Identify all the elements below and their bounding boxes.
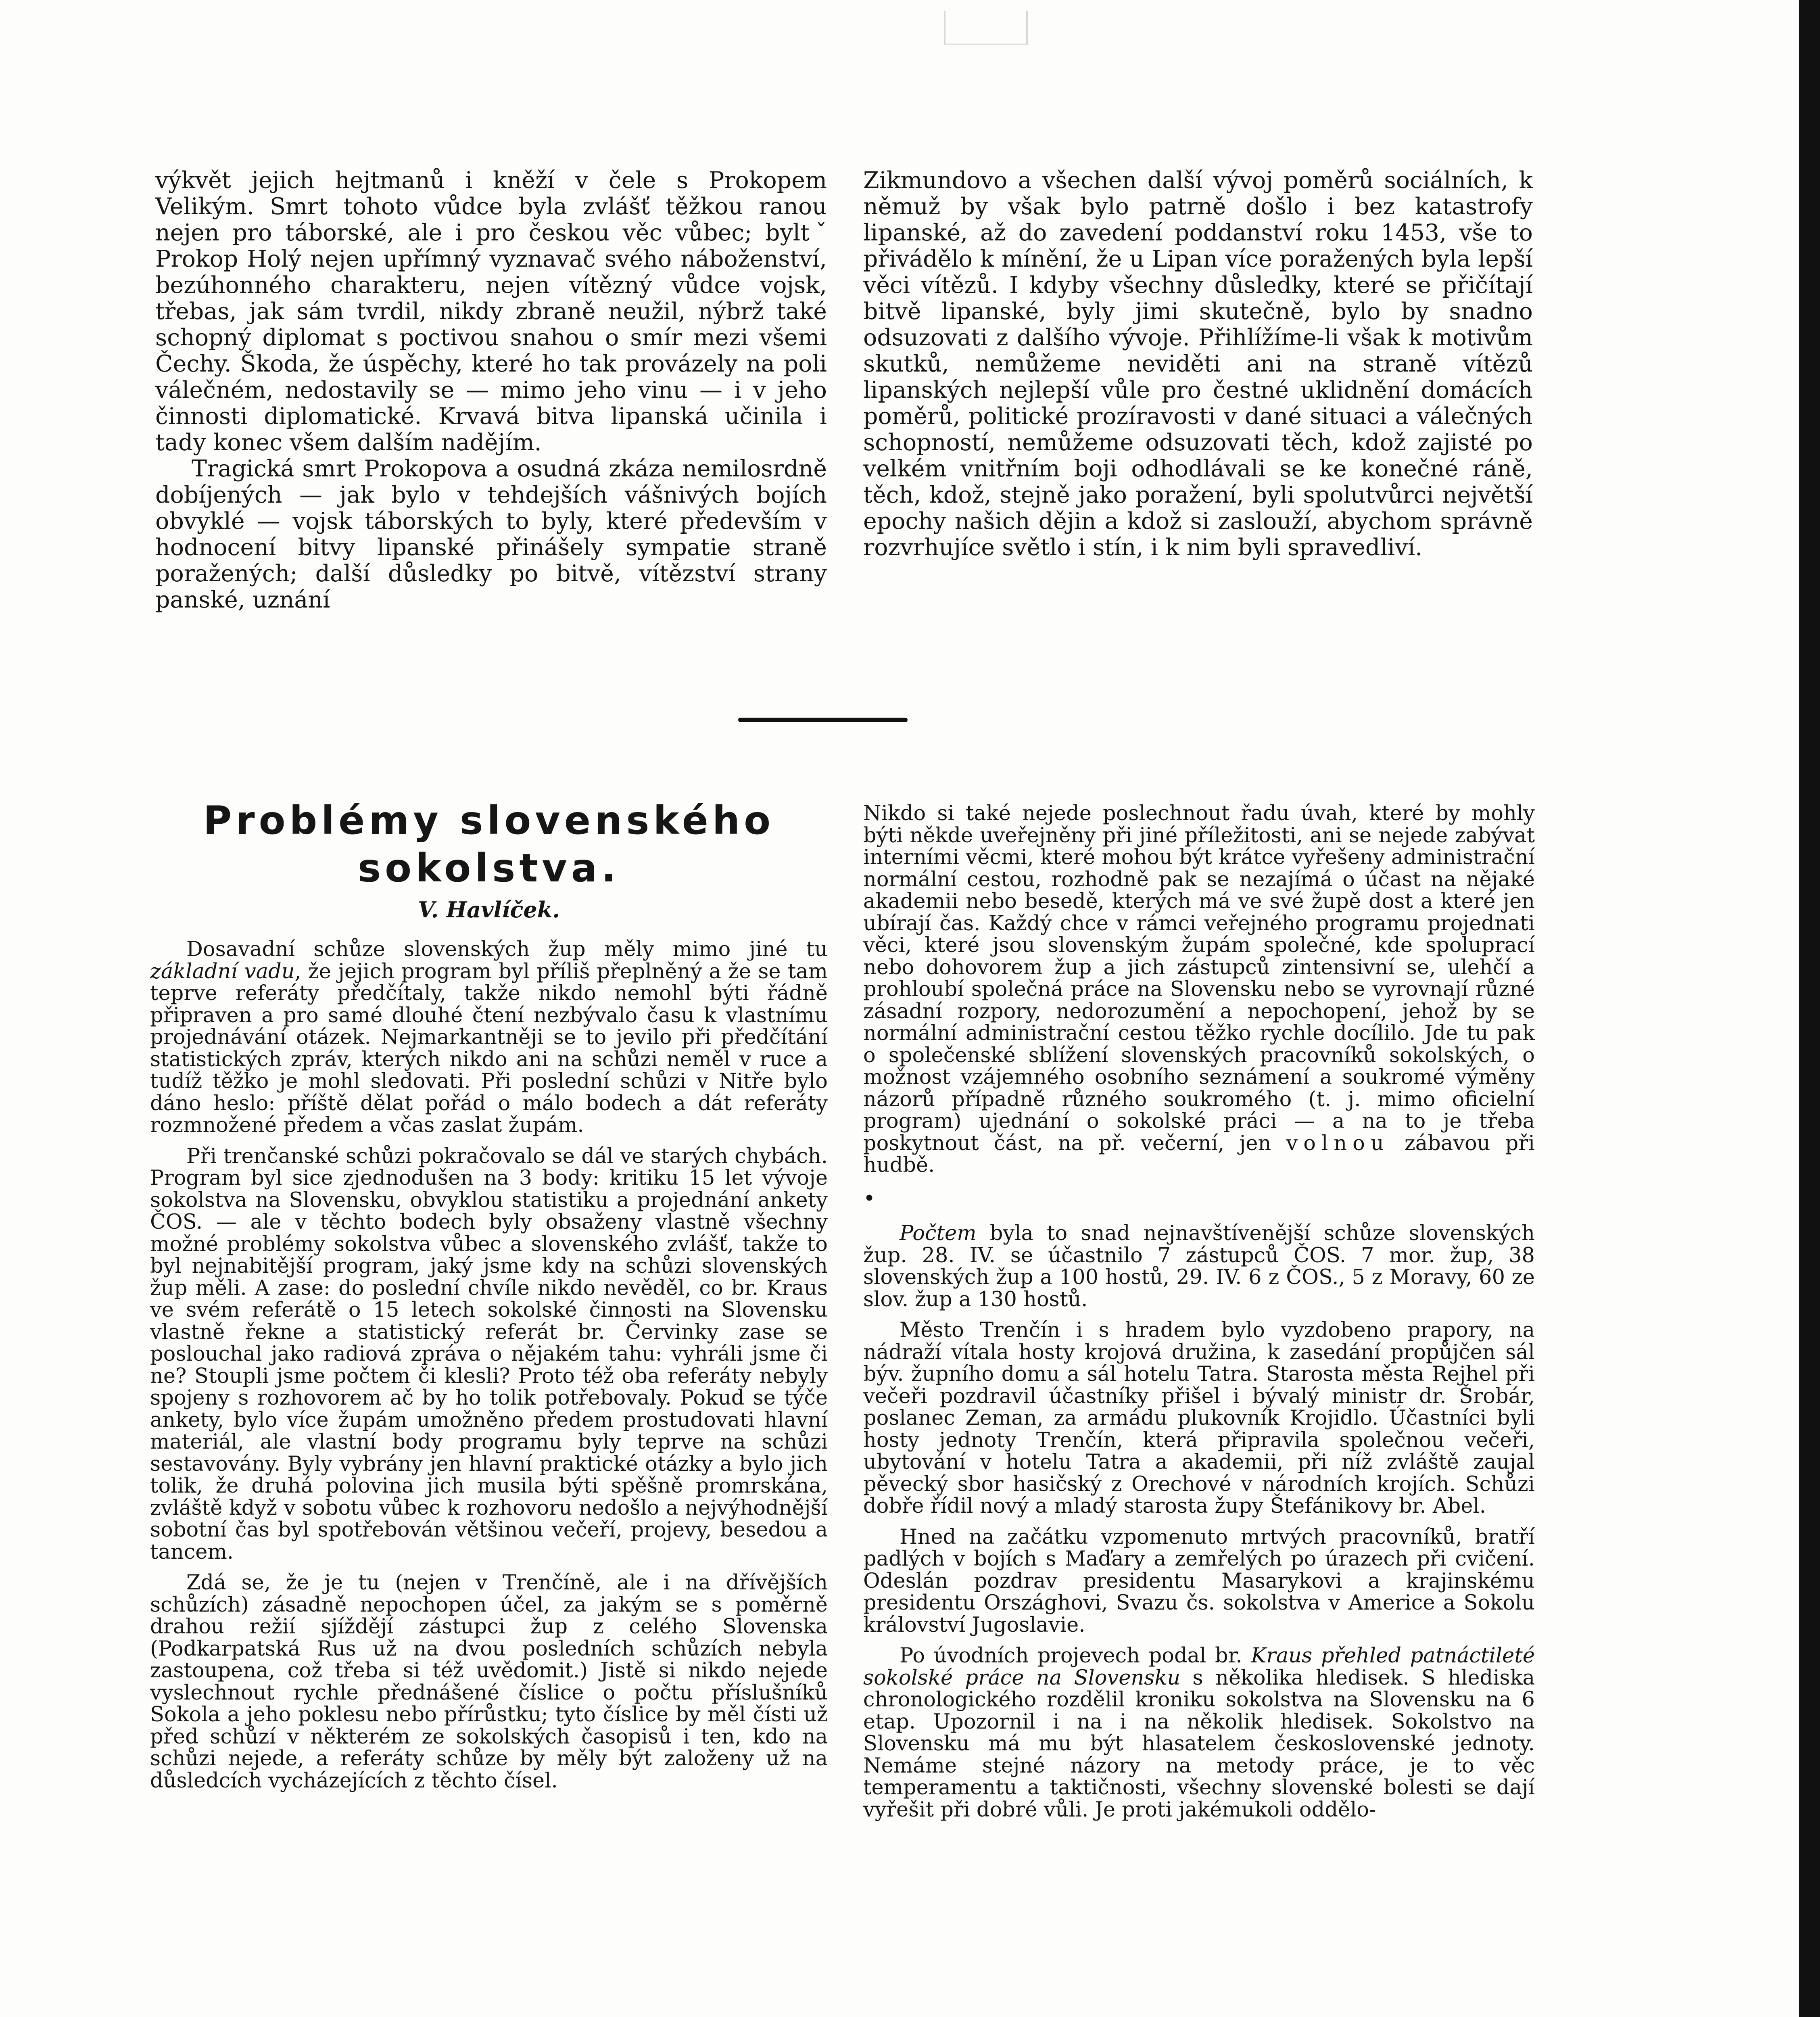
paragraph	[150, 939, 828, 1137]
article-left-column	[150, 797, 828, 1792]
paragraph: Zdá se, že je tu (nejen v Trenčíně, ale i na dřívějších schůzích) zásadně nepochopen účel, za jakým se s poměrně drahou režií sjíždějí zástupci žup z celého Slovenska (Podkarpatská Rus už na dvou posledních schůzích nebyla zastoupena, což třeba si též uvědomit.) Jistě si nikdo nejede vyslechnout rychle přednášené číslice o počtu příslušníků Sokola a jeho poklesu nebo přírůstku; tyto číslice by měl čísti už před schůzí v některém ze sokolských časopisů i ten, kdo na schůzi nejede, a referáty schůze by měly být založeny už na důsledcích vycházejících z těchto čísel.	[150, 1571, 828, 1793]
paragraph	[863, 1645, 1535, 1821]
text-run: Po úvodních projevech podal br.	[900, 1644, 1251, 1668]
emphasis-text: základní vadu	[150, 959, 295, 983]
paragraph: Zikmundovo a všechen další vývoj poměrů sociálních, k němuž by však bylo patrně došlo i bez katastrofy lipanské, až do zavedení poddanství roku 1453, vše to přivádělo k mínění, že u Lipan více poražených byla lepší věci vítězů. I kdyby všechny důsledky, které se přičítají bitvě lipanské, byly jimi skutečně, bylo by snadno odsuzovati z dalšího vývoje. Přihlížíme-li však k motivům skutků, nemůžeme neviděti ani na straně vítězů lipanských nejlepší vůle pro čestné uklidnění domácích poměrů, politické prozíravosti v dané situaci a válečných schopností, nemůžeme odsuzovati těch, kdož zajisté po velkém vnitřním boji odhodlávali se ke konečné ráně, těch, kdož, stejně jako poražení, byli spolutvůrci největší epochy našich dějin a kdož si zaslouží, abychom správně rozvrhujíce světlo i stín, i k nim byli spravedliví.	[863, 167, 1533, 561]
article-author: V. Havlíček.	[418, 897, 560, 923]
paragraph: Hned na začátku vzpomenuto mrtvých pracovníků, bratří padlých v bojích s Maďary a zemřelých po úrazech při cvičení. Odeslán pozdrav presidentu Masarykovi a krajinskému presidentu Országhovi, Svazu čs. sokolstva v Americe a Sokolu království Jugoslavie.	[863, 1525, 1535, 1637]
section-separator-bullet: •	[863, 1186, 876, 1211]
paragraph: Tragická smrt Prokopova a osudná zkáza nemilosrdně dobíjených — jak bylo v tehdejších vášnivých bojích obvyklé — vojsk táborských to byly, které především v hodnocení bitvy lipanské přinášely sympatie straně poražených; další důsledky po bitvě, vítězství strany panské, uznání	[155, 455, 827, 613]
continued-text-left-column	[155, 167, 827, 613]
continued-text-right-column	[863, 167, 1533, 561]
paragraph: Při trenčanské schůzi pokračovalo se dál ve starých chybách. Program byl sice zjednodušen na 3 body: kritiku 15 let vývoje sokolstva na Slovensku, obvyklou statistiku a projednání ankety ČOS. — ale v těchto bodech byly obsaženy vlastně všechny možné problémy sokolstva vůbec a slovenského zvlášť, takže to byl nejnabitější program, jaký jsme kdy na schůzi slovenských žup měli. A zase: do poslední chvíle nikdo nevěděl, co br. Kraus ve svém referátě o 15 letech sokolské činnosti na Slovensku vlastně řekne a statistický referát br. Červinky zase se poslouchal jako radiová zpráva o nějakém tahu: vyhráli jsme či ne? Stoupli jsme počtem či klesli? Proto též oba referáty nebyly spojeny s rozhovorem ač by ho tolik potřebovaly. Pokud se týče ankety, bylo více župám umožněno předem prostudovati hlavní materiál, ale vlastní body programu byly teprve na schůzi sestavovány. Byly vybrány jen hlavní praktické otázky a bylo jich tolik, že druhá polovina jich musila býti spěšně promrskána, zvláště když v sobotu vůbec k rozhovoru nedošlo a nejvýhodnější sobotní čas byl spotřebován většinou večeří, projevy, besedou a tancem.	[150, 1144, 828, 1564]
paragraph	[863, 803, 1535, 1177]
paragraph: výkvět jejich hejtmanů i kněží v čele s Prokopem Velikým. Smrt tohoto vůdce byla zvlášť těžkou ranou nejen pro táborské, ale i pro českou věc vůbec; byltˇ Prokop Holý nejen upřímný vyznavač svého náboženství, bezúhonného charakteru, nejen vítězný vůdce vojsk, třebas, jak sám tvrdil, nikdy zbraně neužil, nýbrž také schopný diplomat s poctivou snahou o smír mezi všemi Čechy. Škoda, že úspěchy, které ho tak provázely na poli válečném, nedostavily se — mimo jeho vinu — i v jeho činnosti diplomatické. Krvavá bitva lipanská učinila i tady konec všem dalším nadějím.	[155, 167, 827, 456]
text-run: Dosavadní schůze slovenských žup měly mimo jiné tu	[186, 938, 828, 961]
text-run: s několika hledisek. S hlediska chronologického rozdělil kroniku sokolstva na Slovensku na 6 etap. Upozornil i na i na několik hledisek. Sokolstvo na Slovensku má mu být hlasatelem československé jednoty. Nemáme stejné názory na metody práce, je to věc temperamentu a taktičnosti, všechny slovenské bolesti se dají vyřešit při dobré vůli. Je proti jakémukoli oddělo-	[863, 1666, 1535, 1822]
text-run: Nikdo si také nejede poslechnout řadu úvah, které by mohly býti někde uveřejněny při jiné příležitosti, ani se nejede zabývat interními věcmi, které mohou být krátce vyřešeny administrační normální cestou, rozhodně pak se nezajímá o účast na nějaké akademii nebo besedě, kterých má ve své župě dost a které jen ubírají čas. Každý chce v rámci veřejného programu projednati věci, které jsou slovenským župám společné, kde spoluprací nebo dohovorem žup a jich zástupců zintensivní se, ulehčí a prohloubí společná práce na Slovensku nebo se vyrovnají různé zásadní rozpory, nedorozumění a nepochopení, jehož by se normální administrační cestou těžko rychle docílilo. Jde tu pak o společenské sblížení slovenských pracovníků sokolských, o možnost vzájemného osobního seznámení a soukromé výměny názorů případně různého soukromého (t. j. mimo oficielní program) ujednání o sokolské práci — a na to je třeba poskytnout část, na př. večerní, jen	[863, 802, 1535, 1155]
article-title-line-2: sokolstva.	[357, 846, 620, 891]
text-run: zábavou při hudbě.	[863, 1131, 1535, 1177]
article-title	[150, 797, 828, 892]
article-right-column	[863, 803, 1535, 1821]
scan-registration-mark	[944, 11, 1028, 45]
emphasis-text: Počtem	[900, 1221, 977, 1245]
text-run: byla to snad nejnavštívenější schůze slovenských žup. 28. IV. se účastnilo 7 zástupců ČOS. 7 mor. žup, 38 slovenských žup a 100 hostů, 29. IV. 6 z ČOS., 5 z Moravy, 60 ze slov. žup a 130 hostů.	[863, 1221, 1535, 1311]
text-run: , že jejich program byl příliš přeplněný a že se tam teprve referáty předčítaly, takže nikdo nemohl býti řádně připraven a pro samé dlouhé čtení nezbývalo času k vlastnímu projednávání otázek. Nejmarkantněji se to jevilo při předčítání statistických zpráv, kterých nikdo ani na schůzi neměl v ruce a tudíž těžko je mohl sledovati. Při poslední schůzi v Nitře bylo dáno heslo: příště dělat pořád o málo bodech a dát referáty rozmnožené předem a včas zaslat župám.	[150, 959, 828, 1137]
spaced-emphasis-text: volnou	[1286, 1131, 1390, 1155]
paragraph	[863, 1223, 1535, 1311]
article-title-line-1: Problémy slovenského	[203, 798, 775, 843]
scan-border	[1799, 0, 1820, 2017]
paragraph: Město Trenčín i s hradem bylo vyzdobeno prapory, na nádraží vítala hosty krojová družina, k zasedání propůjčen sál býv. župního domu a sál hotelu Tatra. Starosta města Rejhel při večeři pozdravil účastníky přišel i bývalý ministr dr. Šrobár, poslanec Zeman, za armádu plukovník Krojidlo. Účastníci byli hosty jednoty Trenčín, která připravila společnou večeři, ubytování v hotelu Tatra a akademii, při níž zvláště zaujal pěvecký sbor hasičský z Orechové v národních krojích. Schůzi dobře řídil nový a mladý starosta župy Štefánikovy br. Abel.	[863, 1318, 1535, 1518]
emphasis-text: Kraus přehled patnáctileté sokolské práce na Slovensku	[863, 1644, 1535, 1690]
section-divider-rule	[738, 718, 908, 722]
